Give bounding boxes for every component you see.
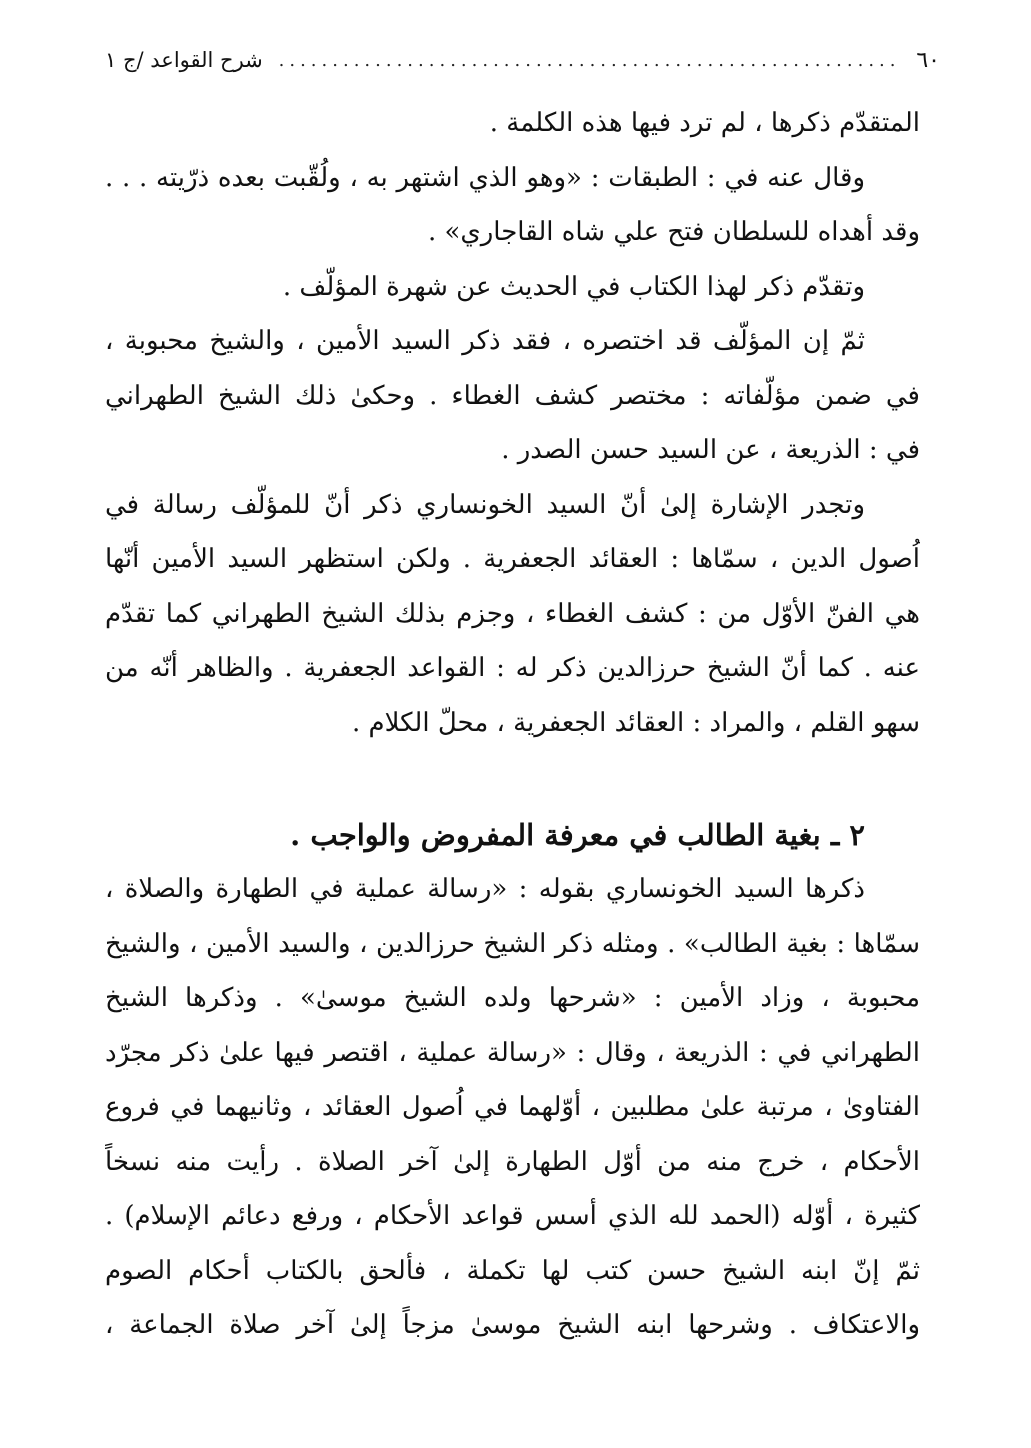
book-title: شرح القواعد /ج ١ (105, 48, 263, 72)
text-line: عنه . كما أنّ الشيخ حرزالدين ذكر له : القواعد الجعفرية . والظاهر أنّه من (105, 653, 920, 683)
text-line: سهو القلم ، والمراد : العقائد الجعفرية ، محلّ الكلام . (351, 707, 920, 738)
text-line: ثمّ إنّ ابنه الشيخ حسن كتب لها تكملة ، فألحق بالكتاب أحكام الصوم (105, 1255, 920, 1286)
text-line: ذكرها السيد الخونساري بقوله : «رسالة عملية في الطهارة والصلاة ، (105, 874, 865, 904)
section-2-text (105, 862, 920, 1353)
text-line: الأحكام ، خرج منه من أوّل الطهارة إلىٰ آخر الصلاة . رأيت منه نسخاً (105, 1146, 920, 1177)
text-line: المتقدّم ذكرها ، لم ترد فيها هذه الكلمة . (489, 108, 920, 138)
text-line: اُصول الدين ، سمّاها : العقائد الجعفرية . ولكن استظهر السيد الأمين أنّها (105, 544, 920, 574)
running-header (105, 40, 940, 80)
text-line: في : الذريعة ، عن السيد حسن الصدر . (501, 435, 920, 465)
text-line: الفتاوىٰ ، مرتبة علىٰ مطلبين ، أوّلهما في اُصول العقائد ، وثانيهما في فروع (105, 1092, 920, 1122)
text-line: ثمّ إن المؤلّف قد اختصره ، فقد ذكر السيد الأمين ، والشيخ محبوبة ، (105, 326, 865, 356)
text-line: الطهراني في : الذريعة ، وقال : «رسالة عملية ، اقتصر فيها علىٰ ذكر مجرّد (105, 1037, 920, 1068)
text-line: وقال عنه في : الطبقات : «وهو الذي اشتهر به ، ولُقّبت بعده ذرّيته . . . (105, 162, 865, 193)
section-1-text (105, 96, 920, 750)
text-line: وتقدّم ذكر لهذا الكتاب في الحديث عن شهرة المؤلّف . (282, 271, 865, 302)
text-line: محبوبة ، وزاد الأمين : «شرحها ولده الشيخ موسىٰ» . وذكرها الشيخ (105, 983, 920, 1013)
leader-dots: .......................................................... (278, 49, 901, 71)
page-number: ٦٠ (916, 47, 940, 73)
section-heading: ٢ ـ بغية الطالب في معرفة المفروض والواجب . (290, 818, 865, 852)
text-line: والاعتكاف . وشرحها ابنه الشيخ موسىٰ مزجاً إلىٰ آخر صلاة الجماعة ، (105, 1310, 920, 1340)
text-line: هي الفنّ الأوّل من : كشف الغطاء ، وجزم بذلك الشيخ الطهراني كما تقدّم (105, 598, 920, 629)
text-line: كثيرة ، أوّله (الحمد لله الذي أسس قواعد الأحكام ، ورفع دعائم الإسلام) . (105, 1201, 920, 1231)
text-line: في ضمن مؤلّفاته : مختصر كشف الغطاء . وحكىٰ ذلك الشيخ الطهراني (105, 380, 920, 411)
text-line: وتجدر الإشارة إلىٰ أنّ السيد الخونساري ذكر أنّ للمؤلّف رسالة في (105, 489, 865, 520)
text-line: وقد أهداه للسلطان فتح علي شاه القاجاري» . (427, 217, 920, 247)
text-line: سمّاها : بغية الطالب» . ومثله ذكر الشيخ حرزالدين ، والسيد الأمين ، والشيخ (105, 928, 920, 959)
